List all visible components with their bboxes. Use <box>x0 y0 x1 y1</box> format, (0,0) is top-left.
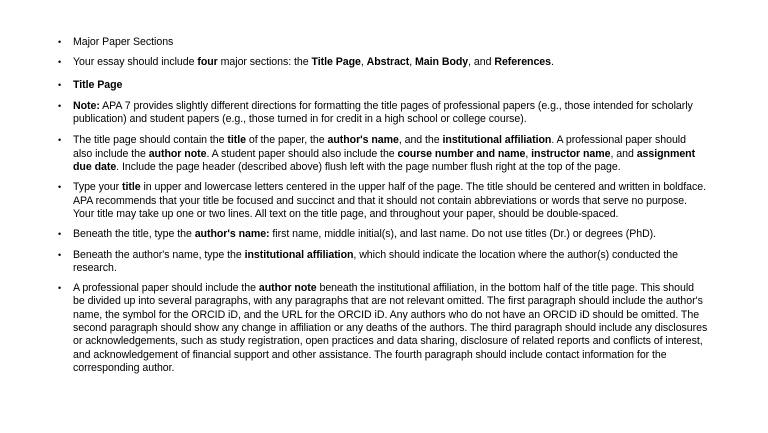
body-text: Type your <box>73 181 122 194</box>
body-text: , and <box>468 56 495 69</box>
body-text: , and <box>610 147 637 160</box>
body-text: Beneath the title, type the <box>73 228 195 241</box>
bold-text: Abstract <box>366 56 410 69</box>
bold-text: Title Page <box>73 78 123 91</box>
body-text: Major Paper Sections <box>73 36 174 48</box>
bold-text: assignment due date <box>73 147 696 174</box>
bold-text: author note <box>148 147 207 160</box>
bullet-icon: • <box>58 100 62 111</box>
bullet-icon: • <box>58 57 62 68</box>
bold-text: Title Page <box>311 56 361 69</box>
bold-text: institutional affiliation <box>442 134 552 147</box>
list-item <box>58 36 708 49</box>
body-text: , <box>409 56 416 69</box>
bold-text: author's name: <box>194 228 270 241</box>
bullet-icon: • <box>58 182 62 193</box>
list-item <box>58 134 708 174</box>
body-text: , and the <box>398 134 443 147</box>
bullet-icon: • <box>58 37 62 47</box>
bold-text: title <box>227 134 246 147</box>
list-item <box>58 249 708 276</box>
bullet-list <box>58 36 708 382</box>
body-text: in upper and lowercase letters centered in the upper half of the page. The title should be centered and written in boldface. APA recommends that your title be focused and succinct and that it should not contain abbreviations or words that serve no purpose. Your title may take up one or two lines. All text on the title page, and throughout your paper, should be double-spaced. <box>73 181 706 220</box>
bold-text: title <box>121 181 141 194</box>
list-item <box>58 56 708 69</box>
bold-text: Note: <box>73 99 100 112</box>
body-text: major sections: the <box>217 56 312 69</box>
body-text: , <box>360 56 367 69</box>
body-text: . A professional paper should also include the <box>73 134 686 160</box>
body-text: APA 7 provides slightly different directions for formatting the title pages of professional papers (e.g., those intended for scholarly publication) and student papers (e.g., those turned in for credit in a high school or college course). <box>73 99 693 126</box>
body-text: beneath the institutional affiliation, in the bottom half of the title page. This should be divided up into several paragraphs, with any paragraphs that are not relevant omitted. The first paragraph should include the author's name, the symbol for the ORCID iD, and the URL for the ORCID iD. Any authors who do not have an ORCID iD should be omitted. The second paragraph should show any change in affiliation or any deaths of the authors. The third paragraph should include any disclosures or acknowledgements, such as study registration, open practices and data sharing, disclosure of related reports and conflicts of interest, and acknowledgement of financial support and other assistance. The fourth paragraph should include contact information for the corresponding author. <box>73 282 708 374</box>
list-item <box>58 282 708 375</box>
list-item <box>58 79 708 92</box>
bullet-icon: • <box>58 135 62 146</box>
body-text: , <box>525 147 532 160</box>
body-text: . <box>550 56 554 69</box>
bold-text: instructor name <box>531 147 611 160</box>
body-text: . A student paper should also include the <box>206 147 398 160</box>
bold-text: four <box>197 56 218 69</box>
bold-text: References <box>494 56 551 69</box>
body-text: A professional paper should include the <box>73 282 259 295</box>
body-text: Beneath the author's name, type the <box>73 248 245 261</box>
bullet-icon: • <box>58 283 62 294</box>
bullet-icon: • <box>58 229 62 240</box>
body-text: . Include the page header (described above) flush left with the page number flush right at the top of the page. <box>116 161 621 174</box>
body-text: first name, middle initial(s), and last name. Do not use titles (Dr.) or degrees (PhD). <box>269 228 657 241</box>
body-text: Your essay should include <box>73 56 198 69</box>
list-item <box>58 181 708 221</box>
bold-text: Main Body <box>415 56 469 69</box>
bold-text: institutional affiliation <box>244 248 354 261</box>
bullet-icon: • <box>58 249 62 260</box>
bullet-icon: • <box>58 79 62 90</box>
bold-text: author note <box>258 282 317 295</box>
bold-text: author's name <box>327 134 399 147</box>
body-text: of the paper, the <box>245 134 328 147</box>
body-text: , which should indicate the location where the author(s) conducted the research. <box>73 248 678 274</box>
body-text: The title page should contain the <box>73 134 228 147</box>
bold-text: course number and name <box>397 147 526 160</box>
list-item <box>58 100 708 127</box>
list-item <box>58 228 708 241</box>
